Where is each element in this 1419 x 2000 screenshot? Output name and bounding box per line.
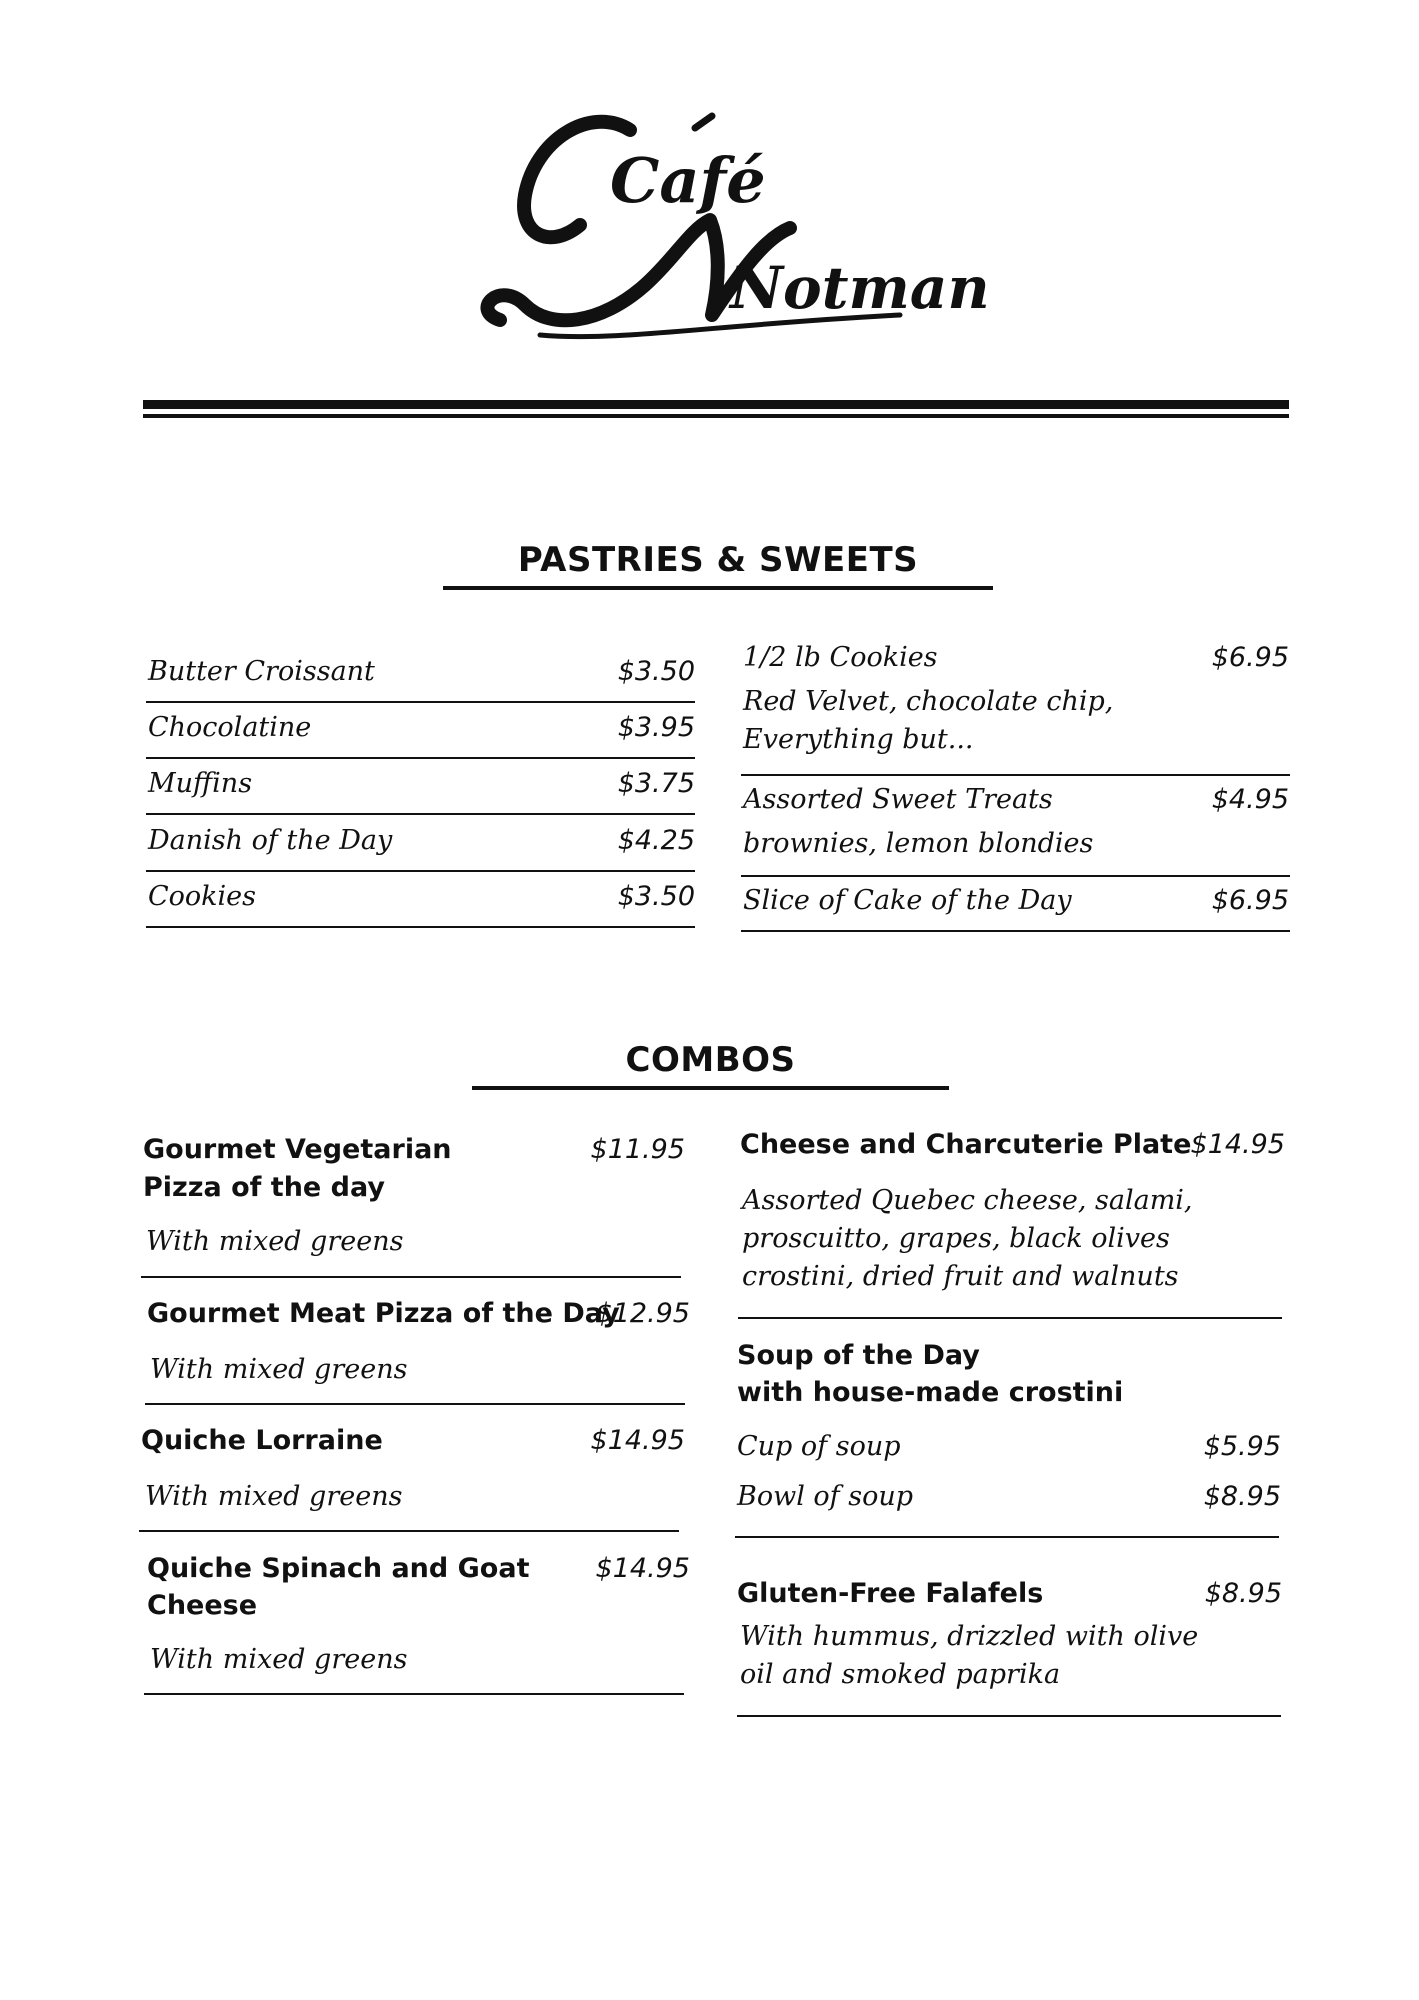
item-divider	[741, 875, 1290, 877]
item-price: $3.50	[617, 881, 695, 912]
soup-option-price: $5.95	[1203, 1431, 1281, 1462]
section-title-pastries: PASTRIES & SWEETS	[517, 540, 919, 580]
item-name: Muffins	[148, 768, 253, 799]
logo-text-notman: Notman	[730, 254, 990, 322]
combo-description: Assorted Quebec cheese, salami,	[742, 1185, 1193, 1216]
combo-description: With hummus, drizzled with olive	[740, 1621, 1199, 1652]
logo-text-cafe: Café	[610, 144, 766, 217]
item-price: $4.95	[1211, 784, 1289, 815]
item-divider	[146, 926, 695, 928]
item-divider	[738, 1317, 1282, 1319]
item-name: Cookies	[148, 881, 256, 912]
item-divider	[144, 1693, 684, 1695]
combo-price: $12.95	[595, 1298, 690, 1329]
item-description: Red Velvet, chocolate chip,	[743, 686, 1114, 717]
item-divider	[741, 930, 1290, 932]
item-name: 1/2 lb Cookies	[743, 642, 938, 673]
item-divider	[737, 1715, 1281, 1717]
item-divider	[146, 757, 695, 759]
soup-option-name: Bowl of soup	[737, 1481, 914, 1512]
item-description: brownies, lemon blondies	[743, 828, 1094, 859]
combo-title: Soup of the Day	[737, 1340, 980, 1371]
combo-description: With mixed greens	[145, 1481, 403, 1512]
combo-description: proscuitto, grapes, black olives	[742, 1223, 1170, 1254]
section-title-combos: COMBOS	[625, 1040, 796, 1080]
combo-title: Gluten-Free Falafels	[737, 1578, 1044, 1609]
combo-title: Gourmet Meat Pizza of the Day	[147, 1298, 620, 1329]
item-divider	[741, 774, 1290, 776]
combo-description: crostini, dried fruit and walnuts	[742, 1261, 1179, 1292]
item-divider	[146, 870, 695, 872]
combo-description: With mixed greens	[150, 1644, 408, 1675]
item-divider	[735, 1536, 1279, 1538]
item-divider	[139, 1530, 679, 1532]
section-underline-combos	[472, 1086, 949, 1090]
item-price: $4.25	[617, 825, 695, 856]
combo-title: Quiche Lorraine	[141, 1425, 383, 1456]
combo-title: with house-made crostini	[737, 1377, 1124, 1408]
item-price: $3.95	[617, 712, 695, 743]
item-price: $6.95	[1211, 642, 1289, 673]
combo-price: $8.95	[1204, 1578, 1282, 1609]
soup-option-price: $8.95	[1203, 1481, 1281, 1512]
combo-description: With mixed greens	[146, 1226, 404, 1257]
combo-price: $14.95	[590, 1425, 685, 1456]
item-divider	[146, 813, 695, 815]
combo-price: $14.95	[1190, 1129, 1285, 1160]
combo-description: With mixed greens	[150, 1354, 408, 1385]
item-divider	[141, 1276, 681, 1278]
combo-description: oil and smoked paprika	[740, 1659, 1061, 1690]
combo-price: $14.95	[595, 1553, 690, 1584]
item-name: Assorted Sweet Treats	[743, 784, 1053, 815]
item-price: $3.75	[617, 768, 695, 799]
header-divider-thin	[143, 414, 1289, 418]
header-divider-thick	[143, 400, 1289, 409]
item-price: $6.95	[1211, 885, 1289, 916]
combo-title: Pizza of the day	[143, 1172, 385, 1203]
item-description: Everything but...	[743, 724, 974, 755]
item-name: Danish of the Day	[148, 825, 393, 856]
combo-title: Gourmet Vegetarian	[143, 1134, 452, 1165]
item-name: Butter Croissant	[148, 656, 375, 687]
combo-price: $11.95	[590, 1134, 685, 1165]
item-divider	[145, 1403, 685, 1405]
cafe-notman-logo	[480, 110, 990, 350]
section-underline-pastries	[443, 586, 993, 590]
item-name: Slice of Cake of the Day	[743, 885, 1072, 916]
soup-option-name: Cup of soup	[737, 1431, 901, 1462]
combo-title: Quiche Spinach and Goat	[147, 1553, 530, 1584]
item-divider	[146, 701, 695, 703]
combo-title: Cheese and Charcuterie Plate	[740, 1129, 1192, 1160]
combo-title: Cheese	[147, 1590, 258, 1621]
item-price: $3.50	[617, 656, 695, 687]
item-name: Chocolatine	[148, 712, 312, 743]
